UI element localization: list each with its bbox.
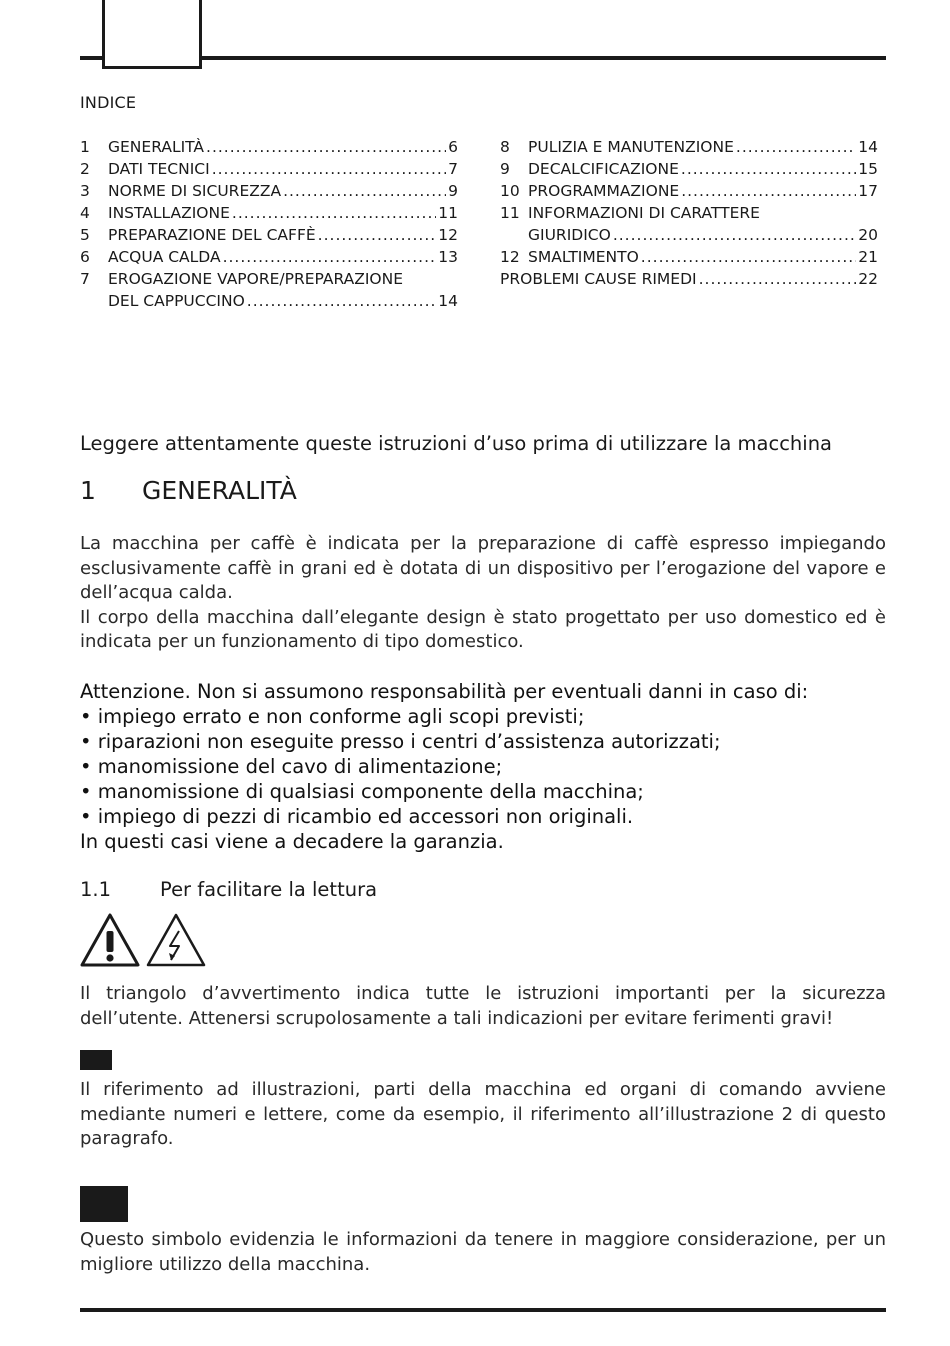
subsection-heading	[80, 878, 377, 901]
toc-number: 12	[500, 248, 520, 266]
toc-label: GENERALITÀ	[108, 138, 205, 156]
toc-label: ACQUA CALDA	[108, 248, 221, 266]
toc-leader	[613, 224, 856, 246]
toc-number: 3	[80, 182, 90, 200]
toc-leader	[212, 158, 446, 180]
attention-intro: Attenzione. Non si assumono responsabilità per eventuali danni in caso di:	[80, 680, 809, 703]
toc-leader	[681, 180, 856, 202]
toc-number: 6	[80, 248, 90, 266]
toc-entry	[80, 180, 458, 202]
subsection-number: 1.1	[80, 878, 112, 901]
footer-rule	[80, 1308, 886, 1312]
hazard-icons	[80, 912, 210, 968]
toc-page: 21	[858, 248, 878, 266]
important-info-symbol	[80, 1186, 128, 1222]
toc-number: 8	[500, 138, 510, 156]
toc-entry	[80, 202, 458, 224]
toc-page: 22	[858, 270, 878, 288]
intro-text-2: Il corpo della macchina dall’elegante design è stato progettato per uso domestico ed è indicata per un funzionamento di tipo domestico.	[80, 606, 886, 652]
toc-label: PULIZIA E MANUTENZIONE	[528, 138, 734, 156]
toc-number: 11	[500, 204, 520, 222]
attention-outro: In questi casi viene a decadere la garanzia.	[80, 830, 504, 853]
info-paragraph: Questo simbolo evidenzia le informazioni da tenere in maggiore considerazione, per un migliore utilizzo della macchina.	[80, 1229, 886, 1275]
toc-page: 7	[448, 160, 458, 178]
toc-label: DECALCIFICAZIONE	[528, 160, 679, 178]
page-number-box	[102, 0, 202, 69]
toc-page: 13	[438, 248, 458, 266]
toc-entry	[80, 224, 458, 246]
electric-hazard-icon	[148, 915, 204, 965]
toc-label: GIURIDICO	[528, 226, 611, 244]
toc-leader	[206, 136, 446, 158]
toc-label: PREPARAZIONE DEL CAFFÈ	[108, 226, 316, 244]
toc-leader	[223, 246, 437, 268]
toc-leader	[247, 290, 436, 312]
toc-leader	[699, 268, 857, 290]
toc-number: 9	[500, 160, 510, 178]
toc-page: 14	[858, 138, 878, 156]
attention-item: • impiego errato e non conforme agli scopi previsti;	[80, 705, 585, 728]
reference-symbol	[80, 1050, 112, 1070]
toc-entry	[80, 136, 458, 158]
toc-label: PROGRAMMAZIONE	[528, 182, 680, 200]
warning-triangle-icon	[82, 915, 138, 965]
attention-block	[80, 679, 886, 854]
index-title: INDICE	[80, 93, 137, 112]
toc-leader	[736, 136, 856, 158]
toc-label: DATI TECNICI	[108, 160, 210, 178]
section-heading-1	[80, 476, 297, 505]
toc-page: 14	[438, 292, 458, 310]
toc-page: 11	[438, 204, 458, 222]
toc-entry	[500, 268, 878, 290]
toc-entry-continuation	[500, 224, 878, 246]
toc-page: 15	[858, 160, 878, 178]
toc-page: 12	[438, 226, 458, 244]
toc-right-column	[500, 136, 878, 290]
toc-label: NORME DI SICUREZZA	[108, 182, 282, 200]
attention-item: • impiego di pezzi di ricambio ed accessori non originali.	[80, 805, 634, 828]
intro-paragraph	[80, 532, 886, 655]
toc-entry-continuation	[80, 290, 458, 312]
toc-label: SMALTIMENTO	[528, 248, 639, 266]
attention-item: • manomissione del cavo di alimentazione;	[80, 755, 503, 778]
intro-text: La macchina per caffè è indicata per la preparazione di caffè espresso impiegando esclusivamente caffè in grani ed è dotata di un dispositivo per l’erogazione del vapore e dell’acqua calda.	[80, 533, 886, 603]
toc-page: 9	[448, 182, 458, 200]
attention-item: • riparazioni non eseguite presso i centri d’assistenza autorizzati;	[80, 730, 721, 753]
toc-number: 1	[80, 138, 90, 156]
toc-left-column	[80, 136, 458, 312]
toc-number: 10	[500, 182, 520, 200]
toc-entry	[80, 158, 458, 180]
toc-page: 20	[858, 226, 878, 244]
section-number: 1	[80, 476, 96, 505]
toc-number: 4	[80, 204, 90, 222]
toc-entry	[500, 158, 878, 180]
toc-label: INSTALLAZIONE	[108, 204, 230, 222]
subsection-title: Per facilitare la lettura	[160, 878, 378, 901]
attention-item: • manomissione di qualsiasi componente della macchina;	[80, 780, 644, 803]
section-title: GENERALITÀ	[142, 476, 297, 505]
reference-paragraph: Il riferimento ad illustrazioni, parti della macchina ed organi di comando avviene mediante numeri e lettere, come da esempio, il riferimento all’illustrazione 2 di questo paragrafo.	[80, 1079, 886, 1149]
toc-page: 6	[448, 138, 458, 156]
toc-number: 7	[80, 270, 90, 288]
toc-entry	[500, 180, 878, 202]
toc-label: PROBLEMI CAUSE RIMEDI	[500, 270, 697, 288]
toc-label: DEL CAPPUCCINO	[108, 292, 245, 310]
toc-number: 5	[80, 226, 90, 244]
toc-entry	[80, 246, 458, 268]
toc-leader	[681, 158, 856, 180]
toc-leader	[232, 202, 436, 224]
toc-entry	[80, 268, 458, 290]
warning-paragraph: Il triangolo d’avvertimento indica tutte le istruzioni importanti per la sicurezza dell’utente. Attenersi scrupolosamente a tali indicazioni per evitare ferimenti gravi!	[80, 983, 886, 1029]
toc-page: 17	[858, 182, 878, 200]
toc-label: INFORMAZIONI DI CARATTERE	[528, 204, 760, 222]
toc-entry	[500, 136, 878, 158]
lead-instruction: Leggere attentamente queste istruzioni d’uso prima di utilizzare la macchina	[80, 432, 833, 455]
toc-leader	[283, 180, 446, 202]
toc-entry	[500, 246, 878, 268]
toc-label: EROGAZIONE VAPORE/PREPARAZIONE	[108, 270, 404, 288]
toc-leader	[641, 246, 856, 268]
toc-leader	[318, 224, 437, 246]
toc-number: 2	[80, 160, 90, 178]
toc-entry	[500, 202, 878, 224]
